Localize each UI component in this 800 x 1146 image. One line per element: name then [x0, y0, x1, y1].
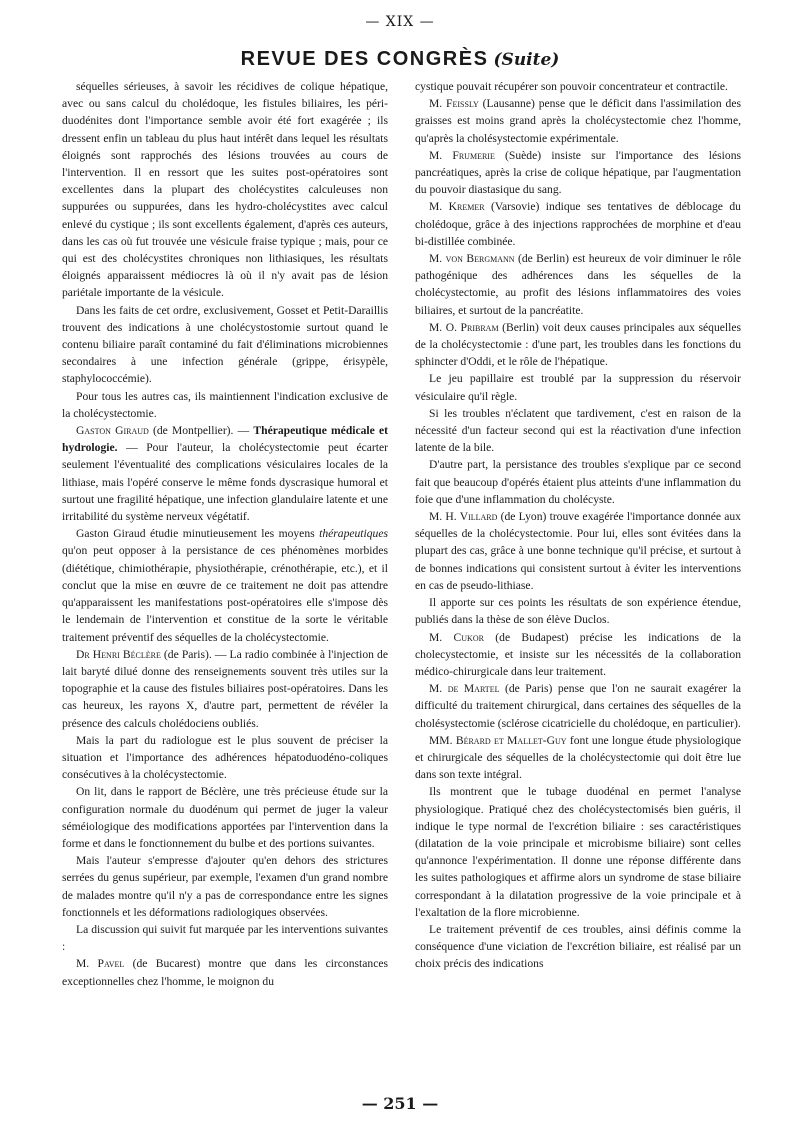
paragraph-text: La discussion qui suivit fut marquée par les interventions suivantes : — [62, 922, 388, 954]
speaker-name: M. von Bergmann — [429, 252, 515, 266]
page-number: — 251 — — [361, 1094, 439, 1113]
paragraph — [62, 646, 388, 732]
paragraph — [62, 921, 388, 955]
paragraph — [62, 422, 388, 525]
paragraph — [415, 456, 741, 508]
paragraph — [415, 405, 741, 457]
paragraph-text: font une longue étude physiologique et chirurgicale des séquelles de la cholécystectomie qui doit être lue dans son texte intégral. — [415, 733, 741, 782]
paragraph-text: pense que l'on ne saurait exagérer la difficulté du traitement chirurgical, dans certaines des séquelles de la cholésystectomie (sclérose cicatricielle du cholédoque, en particulier). — [415, 682, 741, 730]
paragraph-text: D'autre part, la persistance des troubles s'explique par ce second fait que beaucoup d'opérés étaient plus atteints d'une inflammation du foie que d'une inflammation du cholécyste. — [415, 458, 741, 506]
speaker-place: (de Berlin) — [514, 252, 573, 266]
paragraph — [415, 147, 741, 199]
paragraph-text: — Pour l'auteur, la cholécystectomie peut écarter seulement l'éventualité des complications vésiculaires locales de la lithiase, mais l'opéré conserve le même fonds dyscrasique humoral et surtout une fragilité hépatique, une infection glandulaire latente et une irritabilité du système nerveux végétatif. — [62, 441, 388, 524]
speaker-place: (de Paris) — [499, 682, 558, 696]
speaker-name: Gaston Giraud — [76, 424, 149, 438]
paragraph — [415, 680, 741, 732]
paper-title: Thérapeutique médicale et hydrologie. — [62, 424, 388, 455]
paragraph — [62, 302, 388, 388]
speaker-place: (Lausanne) — [478, 97, 539, 111]
journal-title: REVUE DES CONGRÈS — [240, 48, 489, 70]
paragraph-text: La radio combinée à l'injection de lait baryté dilué donne des renseignements souvent très utiles sur la topographie et la cause des fistules biliaires post-opératoires. Dans les cas heureux, les rayons X, d'autre part, permettent de révéler la présence des calculs cholédociens oubliés. — [62, 647, 388, 730]
speaker-name: MM. Bérard et Mallet-Guy — [429, 733, 567, 747]
italic-term: thérapeutiques — [319, 527, 388, 541]
speaker-name: M. Pavel — [76, 957, 125, 971]
paragraph-text: qu'on peut opposer à la persistance de ces phénomènes morbides (diététique, chimiothérapie, physiothérapie, crénothérapie, etc.), et il conclut que la mise en œuvre de ce traitement ne doit pas attendre qu'apparaissent les manifestations post-opératoires elle s'impose dès le lendemain de l'intervention et constitue de la sorte le véritable traitement préventif des séquelles de la cholécystectomie. — [62, 544, 388, 644]
paragraph — [415, 319, 741, 371]
paragraph-text: indique ses tentatives de déblocage du cholédoque, grâce à des injections rapprochées de morphine et d'eau bi-distillée combinée. — [415, 200, 741, 248]
paragraph-text: Gaston Giraud étudie minutieusement les moyens — [76, 527, 320, 541]
paragraph-text: pense que le déficit dans l'assimilation des graisses est moins grand après la cholécystectomie chez l'homme, qu'après la cholésystectomie expérimentale. — [415, 97, 741, 145]
paragraph — [415, 78, 741, 95]
paragraph-text: Dans les faits de cet ordre, exclusivement, Gosset et Petit-Daraillis trouvent des indications à une cholécystostomie surtout quand le contenu biliaire paraît contaminé du fait d'éliminations microbiennes secondaires à une infection générale (grippe, érisypèle, staphylococcémie). — [62, 303, 388, 386]
paragraph-text: Mais la part du radiologue est le plus souvent de préciser la situation et l'importance des adhérences hépatoduodéno-coliques consécutives à la cholécystectomie. — [62, 733, 388, 782]
speaker-place: (de Montpellier). — — [148, 424, 254, 438]
paragraph — [62, 388, 388, 422]
paragraph — [415, 629, 741, 681]
paragraph-text: On lit, dans le rapport de Béclère, une très précieuse étude sur la configuration normale du duodénum qui permet de juger la valeur séméiologique des modifications apportées par l'intervention dans la forme et dans le fonctionnement du bulbe et des portions suivantes. — [62, 785, 388, 850]
paragraph-text: séquelles sérieuses, à savoir les récidives de colique hépatique, avec ou sans calcul du cholédoque, les fistules biliaires, les péri-duodénites dont l'importance semble avoir été fort exagérée ; ils dressent enfin un tableau du plus haut intérêt dans lequel les résultats éloignés sont rapprochés des lésions trouvées au cours de l'intervention. Il en ressort que les suites post-opératoires sont excellentes dans la plupart des cholécystites calculeuses non suppurées ou suppurées, dans les hydro-cholécystites avec calcul enlevé du cystique ; ils sont excellents également, d'après ces auteurs, dans les cas où fut trouvée une vésicule fraise typique ; mais, pour ce qui est des cholécystites chroniques non lithiasiques, les résultats éloignés apparaissent médiocres là où il n'y avait pas de lésion pariétale importante de la vésicule. — [62, 80, 388, 300]
paragraph-text: trouve exagérée l'importance donnée aux séquelles de la cholécystectomie. Pour lui, elles sont évitées dans la plupart des cas, grâce à une bonne technique qu'il précise, et surtout à de bonnes indications qui consistent surtout à éviter les interventions en cas de pseudo-lithiase. — [415, 510, 741, 592]
speaker-place: (de Paris). — — [160, 647, 230, 661]
paragraph-text: Ils montrent que le tubage duodénal en permet l'analyse physiologique. Pratiqué chez des cholécystectomisés bien guéris, il indique le type normal de l'excrétion biliaire : ses caractéristiques (dilatation de la voie principale et microbisme biliaire) sont celles qu'annonce l'expérimentation. Il donne une réponse différente dans les suites pathologiques et affirme alors un syndrome de stase biliaire correspondant à la dilatation progressive de la voie principale et à l'exaltation de la flore microbienne. — [415, 785, 741, 919]
paragraph — [415, 370, 741, 404]
paragraph — [62, 78, 388, 302]
paragraph — [415, 921, 741, 973]
paragraph-text: Si les troubles n'éclatent que tardivement, c'est en raison de la nécessité d'un facteur second qui est la réactivation d'une infection latente de la bile. — [415, 406, 741, 455]
page-header — [0, 48, 800, 71]
paragraph-text: cystique pouvait récupérer son pouvoir concentrateur et contractile. — [415, 80, 728, 93]
speaker-name: M. Cukor — [429, 630, 484, 644]
paragraph — [415, 783, 741, 921]
paragraph — [62, 732, 388, 784]
speaker-place: (Berlin) — [498, 320, 543, 334]
speaker-name: M. de Martel — [429, 682, 500, 696]
paragraph-text: montre que dans les circonstances exceptionnelles chez l'homme, le moignon du — [62, 957, 389, 988]
speaker-place: (Suède) — [494, 148, 552, 162]
paragraph — [62, 525, 388, 645]
paragraph — [62, 852, 388, 921]
journal-title-suite: (Suite) — [493, 50, 560, 70]
speaker-name: M. O. Pribram — [429, 320, 499, 334]
paragraph-text: Mais l'auteur s'empresse d'ajouter qu'en dehors des strictures serrées du genus supérieur, par exemple, l'examen d'un grand nombre de malades montre qu'il n'y a pas de correspondance entre les signes fonctionnels et les déformations radiologiques observées. — [62, 854, 388, 919]
paragraph — [415, 198, 741, 250]
paragraph-text: est heureux de voir diminuer le rôle pathogénique des adhérences dans les séquelles de la cholécystectomie, au profit des lésions inflammatoires des voies biliaires, et surtout de la pancréatite. — [415, 252, 741, 317]
speaker-name: M. Frumerie — [429, 148, 495, 162]
speaker-name: Dr Henri Béclère — [76, 647, 161, 661]
paragraph-text: voit deux causes principales aux séquelles de la cholécystectomie : d'une part, les troubles dans les fonctions du sphincter d'Oddi, et le rôle de l'hépatique. — [415, 320, 741, 369]
paragraph-text: Il apporte sur ces points les résultats de son expérience étendue, publiés dans la thèse de son élève Duclos. — [415, 596, 741, 627]
paragraph-text: Le jeu papillaire est troublé par la suppression du réservoir vésiculaire qu'il règle. — [415, 372, 741, 403]
paragraph — [415, 95, 741, 147]
speaker-name: M. Feissly — [429, 97, 479, 111]
paragraph — [415, 250, 741, 319]
paragraph — [62, 783, 388, 852]
speaker-name: M. Kremer — [429, 200, 485, 214]
speaker-place: (de Budapest) — [483, 630, 580, 644]
paragraph — [415, 594, 741, 628]
paragraph-text: Pour tous les autres cas, ils maintiennent l'indication exclusive de la cholécystectomie. — [62, 389, 388, 420]
speaker-name: M. H. Villard — [429, 510, 498, 524]
paragraph — [415, 732, 741, 784]
paragraph-text: insiste sur l'importance des lésions pancréatiques, après la crise de colique hépatique, par l'augmentation du pouvoir diastasique du sang. — [415, 148, 742, 197]
paragraph-text: précise les indications de la cholecystectomie, et insiste sur les nécessités de la collaboration médico-chirurgicale dans leur traitement. — [415, 630, 741, 678]
speaker-place: (de Lyon) — [497, 510, 550, 524]
paragraph — [415, 508, 741, 594]
speaker-place: (de Bucarest) — [124, 957, 209, 971]
roman-page-number: — XIX — — [365, 14, 435, 30]
paragraph — [62, 955, 388, 989]
right-column — [415, 78, 741, 973]
paragraph-text: Le traitement préventif de ces troubles, ainsi définis comme la conséquence d'une viciation de l'excrétion biliaire, est réalisé par un choix précis des indications — [415, 922, 741, 971]
speaker-place: (Varsovie) — [484, 200, 546, 214]
left-column — [62, 78, 388, 990]
